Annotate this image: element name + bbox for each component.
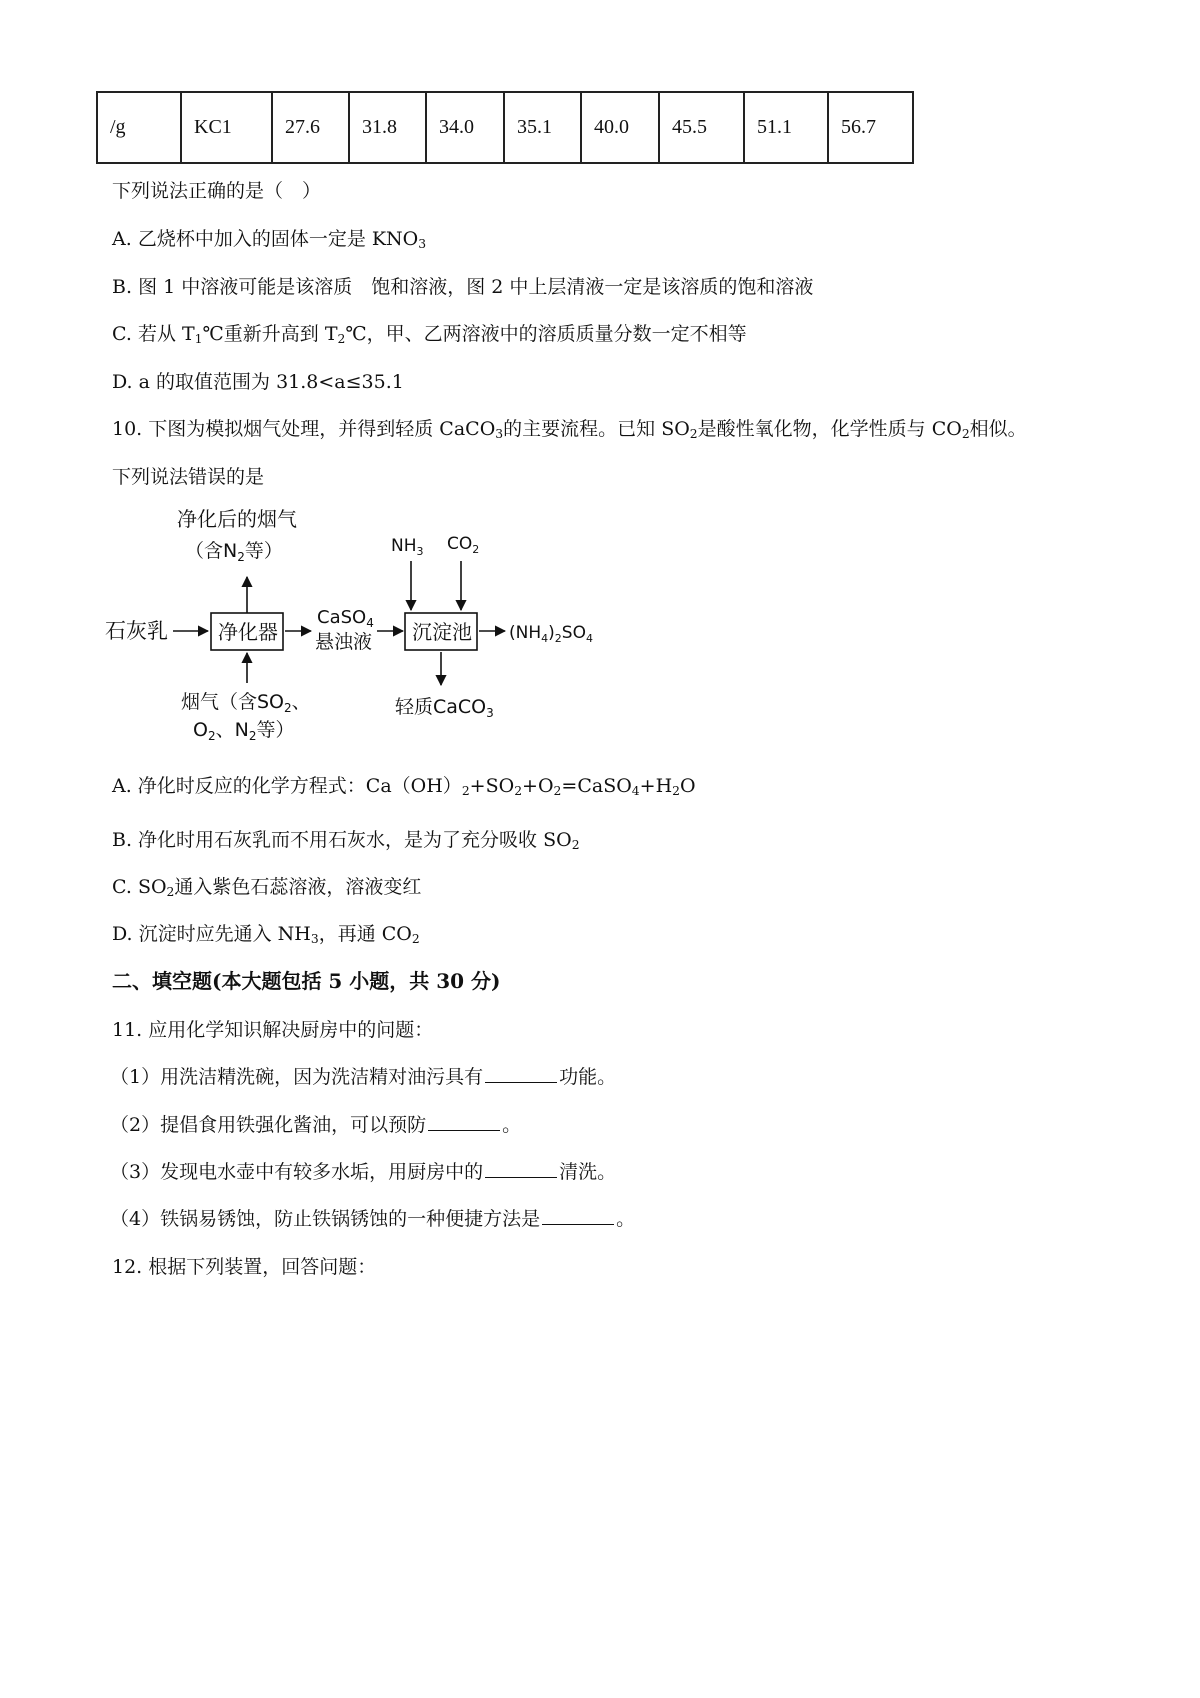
table-cell: 34.0: [426, 92, 504, 163]
subscript: 2: [472, 543, 480, 556]
q10-option-a: [112, 773, 696, 799]
text-part: 烟气（含SO: [181, 691, 285, 713]
subscript: 2: [237, 550, 245, 564]
item-text: （1）用洗洁精洗碗，因为洗洁精对油污具有: [110, 1066, 484, 1088]
q9-option-d: [112, 369, 404, 395]
table-cell: 27.6: [272, 92, 349, 163]
option-text: O: [680, 775, 696, 797]
question-number: 10.: [112, 418, 143, 440]
text-part: （含N: [185, 540, 238, 562]
answer-blank[interactable]: [542, 1206, 614, 1225]
item-text: （2）提倡食用铁强化酱油，可以预防: [110, 1114, 427, 1136]
subscript: 3: [416, 545, 424, 558]
text-part: ): [548, 623, 555, 643]
table-cell: 56.7: [828, 92, 913, 163]
q10-option-c: [112, 874, 421, 900]
q10-stem-line2: 下列说法错误的是: [112, 466, 265, 488]
light-caco3-label: [395, 696, 494, 720]
subscript: 4: [631, 784, 640, 799]
table-cell: 51.1: [744, 92, 828, 163]
stem-text: 相似。: [969, 418, 1027, 440]
subscript: 4: [366, 616, 374, 630]
subscript: 2: [248, 729, 257, 743]
table-cell: 35.1: [504, 92, 581, 163]
option-text: +H: [639, 775, 673, 797]
option-text: B. 净化时用石灰乳而不用石灰水，是为了充分吸收 SO: [112, 829, 572, 851]
subscript: 2: [514, 784, 523, 799]
option-text: A. 净化时反应的化学方程式：Ca（OH）: [112, 775, 462, 797]
answer-blank[interactable]: [428, 1112, 500, 1131]
text-part: CO: [447, 534, 473, 554]
subscript: 3: [486, 706, 494, 720]
stem-text: 的主要流程。已知 SO: [503, 418, 690, 440]
q9-option-a: [112, 226, 426, 252]
text-part: CaSO: [317, 607, 367, 628]
section-heading: 二、填空题(本大题包括 5 小题，共 30 分): [112, 969, 501, 993]
subscript: 2: [411, 932, 420, 947]
text-part: SO: [561, 623, 586, 643]
subscript: 3: [418, 237, 427, 252]
q11-stem: 11. 应用化学知识解决厨房中的问题：: [112, 1019, 434, 1041]
option-text: =CaSO: [561, 775, 632, 797]
subscript: 2: [554, 632, 562, 645]
q10-option-d: [112, 921, 420, 947]
subscript: 4: [541, 632, 549, 645]
option-text: ℃重新升高到 T: [202, 323, 338, 345]
subscript: 1: [194, 332, 203, 347]
subscript: 2: [284, 701, 292, 715]
text-part: NH: [391, 536, 417, 556]
purifier-label: 净化器: [218, 620, 278, 644]
text-part: O: [193, 719, 208, 741]
table-cell: 45.5: [659, 92, 744, 163]
ammonium-sulfate-label: [509, 623, 593, 645]
suspension-label: 悬浊液: [315, 631, 373, 653]
nh3-label: [391, 536, 424, 558]
q11-item-1: [110, 1064, 616, 1090]
subscript: 2: [553, 784, 562, 799]
q9-option-b: [112, 274, 813, 300]
table-row: [97, 92, 913, 163]
item-text: 清洗。: [559, 1161, 617, 1183]
q11-item-4: [110, 1206, 635, 1232]
flue-gas-label: [181, 691, 311, 715]
subscript: 2: [461, 784, 470, 799]
item-text: 功能。: [559, 1066, 617, 1088]
subscript: 4: [585, 632, 593, 645]
table-cell: 31.8: [349, 92, 426, 163]
subscript: 3: [310, 932, 319, 947]
subscript: 2: [961, 427, 970, 442]
q10-option-b: [112, 827, 580, 853]
subscript: 2: [672, 784, 681, 799]
q9-option-c: [112, 321, 747, 347]
option-text: ℃，甲、乙两溶液中的溶质质量分数一定不相等: [345, 323, 747, 345]
settling-tank-label: 沉淀池: [412, 620, 472, 644]
q10-stem: [112, 416, 1027, 442]
solubility-table: [96, 91, 914, 164]
text-part: 等）: [244, 540, 283, 562]
answer-blank[interactable]: [485, 1159, 557, 1178]
option-text: a 的取值范围为 31.8<a≤35.1: [138, 371, 404, 393]
subscript: 2: [689, 427, 698, 442]
option-text: +O: [522, 775, 554, 797]
purified-gas-composition: [185, 540, 283, 564]
item-text: （4）铁锅易锈蚀，防止铁锅锈蚀的一种便捷方法是: [110, 1208, 541, 1230]
option-text: 若从 T: [137, 323, 195, 345]
option-text: C. SO: [112, 876, 167, 898]
subscript: 2: [571, 838, 580, 853]
table-cell: KC1: [181, 92, 272, 163]
caso4-label: [317, 607, 374, 630]
q11-item-3: [110, 1159, 616, 1185]
text-part: 、: [291, 691, 311, 713]
text-part: 、N: [215, 719, 249, 741]
option-text: 通入紫色石蕊溶液，溶液变红: [174, 876, 422, 898]
text-part: (NH: [509, 623, 542, 643]
answer-blank[interactable]: [485, 1064, 557, 1083]
table-cell: /g: [97, 92, 181, 163]
process-flow-diagram: [105, 505, 665, 745]
subscript: 2: [207, 729, 216, 743]
co2-label: [447, 534, 479, 556]
subscript: 3: [495, 427, 504, 442]
option-text: 图 1 中溶液可能是该溶质 饱和溶液，图 2 中上层清液一定是该溶质的饱和溶液: [138, 276, 814, 298]
option-text: +SO: [469, 775, 515, 797]
table-cell: 40.0: [581, 92, 659, 163]
subscript: 2: [337, 332, 346, 347]
flue-gas-composition: [193, 719, 294, 743]
option-label: B.: [112, 276, 133, 298]
option-text: 乙烧杯中加入的固体一定是 KNO: [137, 228, 419, 250]
text-part: 等）: [256, 719, 295, 741]
option-label: C.: [112, 323, 132, 345]
option-text: ，再通 CO: [318, 923, 412, 945]
stem-text: 下图为模拟烟气处理，并得到轻质 CaCO: [148, 418, 496, 440]
purified-gas-label: 净化后的烟气: [177, 507, 297, 531]
q12-stem: 12. 根据下列装置，回答问题：: [112, 1256, 377, 1278]
lime-milk-label: 石灰乳: [105, 619, 168, 643]
option-label: A.: [112, 228, 132, 250]
item-text: 。: [502, 1114, 522, 1136]
text-part: 轻质CaCO: [395, 696, 487, 718]
item-text: （3）发现电水壶中有较多水垢，用厨房中的: [110, 1161, 484, 1183]
stem-text: 是酸性氧化物，化学性质与 CO: [697, 418, 962, 440]
option-text: D. 沉淀时应先通入 NH: [112, 923, 311, 945]
q11-item-2: [110, 1112, 521, 1138]
item-text: 。: [616, 1208, 636, 1230]
option-label: D.: [112, 371, 133, 393]
q9-stem: 下列说法正确的是（ ）: [112, 180, 322, 202]
subscript: 2: [166, 885, 175, 900]
